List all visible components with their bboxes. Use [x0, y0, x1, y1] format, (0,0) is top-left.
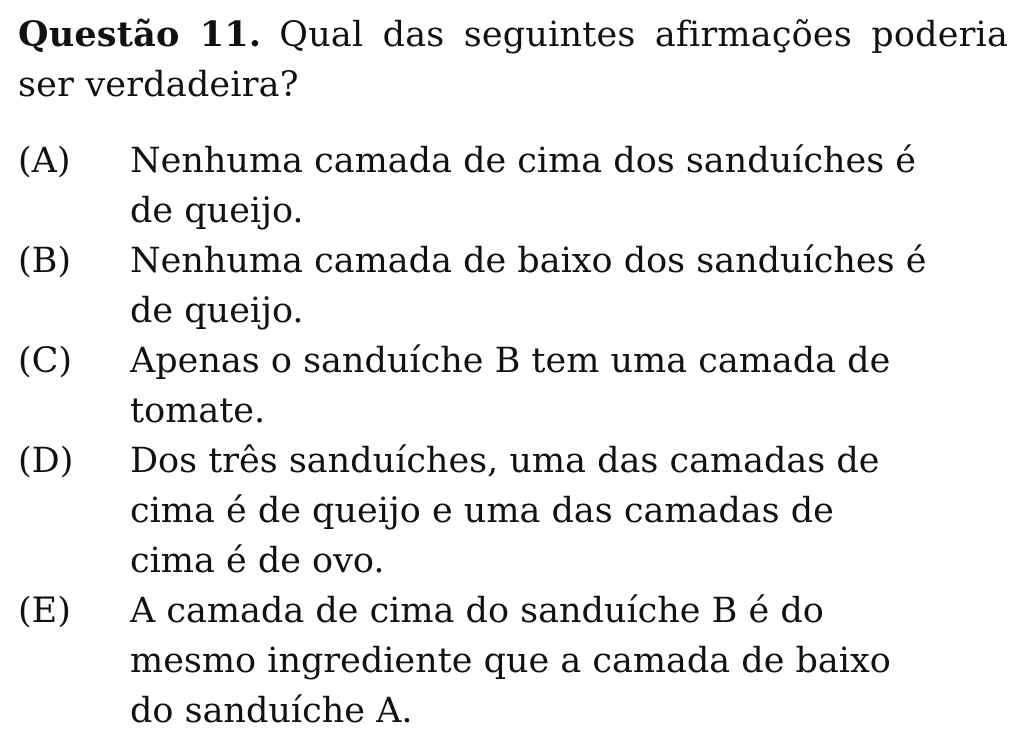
option-letter: (B): [18, 241, 72, 281]
option-text: [130, 236, 930, 336]
option-letter: (E): [18, 591, 71, 631]
option-text: [130, 136, 930, 236]
option-line: mesmo ingrediente que a camada de baixo: [130, 641, 891, 681]
option-e[interactable]: [18, 586, 1008, 736]
option-text: [130, 336, 930, 436]
option-text: [130, 436, 930, 586]
question-block: [18, 10, 1008, 110]
option-line: Dos três sanduíches, uma das camadas de: [130, 441, 880, 481]
option-c[interactable]: [18, 336, 1008, 436]
question-label: Questão 11.: [18, 14, 262, 55]
option-letter: (C): [18, 341, 73, 381]
option-line: do sanduíche A.: [130, 691, 413, 731]
option-text: [130, 586, 930, 736]
option-letter: (A): [18, 141, 71, 181]
option-line: cima é de ovo.: [130, 541, 385, 581]
option-line: de queijo.: [130, 291, 304, 331]
question-text: Qual das seguintes afirmações poderia ser verdadeira?: [18, 15, 1009, 105]
options-list: [18, 136, 1008, 736]
option-line: tomate.: [130, 391, 266, 431]
option-line: A camada de cima do sanduíche B é do: [130, 591, 824, 631]
option-d[interactable]: [18, 436, 1008, 586]
option-a[interactable]: [18, 136, 1008, 236]
option-line: cima é de queijo e uma das camadas de: [130, 491, 834, 531]
option-line: Apenas o sanduíche B tem uma camada de: [130, 341, 891, 381]
option-letter: (D): [18, 441, 74, 481]
option-line: de queijo.: [130, 191, 304, 231]
option-line: Nenhuma camada de baixo dos sanduíches é: [130, 241, 927, 281]
option-line: Nenhuma camada de cima dos sanduíches é: [130, 141, 917, 181]
option-b[interactable]: [18, 236, 1008, 336]
